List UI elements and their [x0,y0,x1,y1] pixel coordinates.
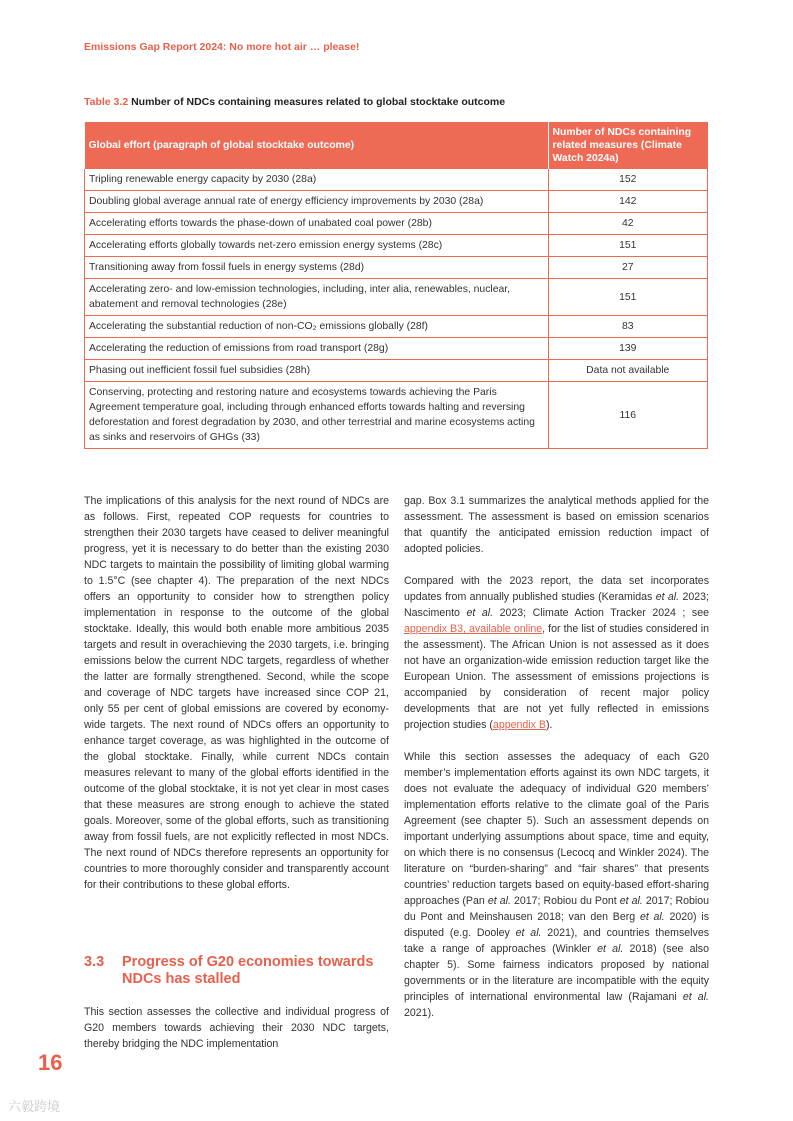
table-caption-text: Number of NDCs containing measures related to global stocktake outcome [131,96,506,108]
effort-cell: Transitioning away from fossil fuels in energy systems (28d) [85,257,549,279]
body-paragraph: gap. Box 3.1 summarizes the analytical methods applied for the assessment. The assessment is based on emission scenarios that quantify the anticipated emission reduction impact of adopted policies. [404,495,709,555]
table-row [85,235,708,257]
value-cell: 151 [548,279,708,316]
table-row [85,213,708,235]
page-number: 16 [38,1050,63,1075]
effort-cell: Accelerating the substantial reduction of non-CO₂ emissions globally (28f) [85,316,549,338]
table-row [85,257,708,279]
value-cell: 83 [548,316,708,338]
right-column [404,493,709,1037]
section-intro-paragraph: This section assesses the collective and individual progress of G20 members towards achieving their 2030 NDC targets, thereby bridging the NDC implementation [84,1006,389,1050]
effort-cell: Accelerating efforts towards the phase-down of unabated coal power (28b) [85,213,549,235]
table-row [85,382,708,449]
table-row [85,169,708,191]
header-global-effort: Global effort (paragraph of global stocktake outcome) [85,122,549,169]
effort-cell: Accelerating efforts globally towards net-zero emission energy systems (28c) [85,235,549,257]
table-row [85,316,708,338]
table-row [85,279,708,316]
value-cell: 151 [548,235,708,257]
value-cell: 142 [548,191,708,213]
table-header-row [85,122,708,169]
body-paragraph: Compared with the 2023 report, the data set incorporates updates from annually published studies (Keramidas et al. 2023; Nascimento et al. 2023; Climate Action Tracker 2024 ; see appendix B3, available online, for the list of studies considered in the assessment). The African Union is not assessed as it does not have an organization-wide emission reduction target like the European Union. The assessment of emissions projections is accompanied by consideration of recent major policy developments that are not yet fully reflected in emissions projection studies (appendix B). [404,575,709,731]
body-paragraph: The implications of this analysis for the next round of NDCs are as follows. First, repeated COP requests for countries to strengthen their 2030 targets have ceased to deliver meaningful progress, yet it is necessary to do better than the existing 2030 NDC targets to maintain the possibility of limiting global warming to 1.5°C (see chapter 4). The preparation of the next NDCs offers an opportunity to consider how to strengthen policy implementation in response to the outcome of the global stocktake. Ideally, this would both enable more ambitious 2035 targets and result in overachieving the 2030 targets, i.e. bringing emissions below the current NDC targets, regardless of whether the latter are formally strengthened. Second, while the scope and coverage of NDC targets have increased since COP 21, only 55 per cent of global emissions are covered by economy-wide targets. The next round of NDCs offers an opportunity to enhance target coverage, as was highlighted in the outcome of the global stocktake. Finally, while current NDCs contain measures relevant to many of the global efforts identified in the outcome of the global stocktake, it is not yet clear in most cases that these measures are strong enough to achieve the stated goals. Moreover, some of the global efforts, such as transitioning away from fossil fuels, are not explicitly reflected in most NDCs. The next round of NDCs therefore represents an opportunity for countries to more thoroughly consider and transparently account for their contributions to these global efforts. [84,495,389,891]
header-ndc-count: Number of NDCs containing related measures (Climate Watch 2024a) [548,122,708,169]
value-cell: 27 [548,257,708,279]
table-row [85,338,708,360]
ndc-measures-table [84,122,708,449]
value-cell: Data not available [548,360,708,382]
effort-cell: Accelerating the reduction of emissions from road transport (28g) [85,338,549,360]
appendix-b3-link[interactable]: appendix B3, available online [404,623,543,635]
section-heading [84,954,389,988]
value-cell: 42 [548,213,708,235]
appendix-b-link[interactable]: appendix B [492,719,546,731]
value-cell: 139 [548,338,708,360]
value-cell: 152 [548,169,708,191]
table-row [85,191,708,213]
effort-cell: Accelerating zero- and low-emission technologies, including, inter alia, renewables, nuclear, abatement and removal technologies (28e) [85,279,549,316]
table-row [85,360,708,382]
table-caption [84,96,505,108]
effort-cell: Tripling renewable energy capacity by 2030 (28a) [85,169,549,191]
effort-cell: Phasing out inefficient fossil fuel subsidies (28h) [85,360,549,382]
body-paragraph: While this section assesses the adequacy of each G20 member’s implementation efforts against its own NDC targets, it does not evaluate the adequacy of individual G20 members’ implementation efforts relative to the climate goal of the Paris Agreement (see chapter 5). Such an assessment depends on important underlying assumptions about space, time and equity, on which there is no consensus (Lecocq and Winkler 2024). The literature on “burden-sharing” and “fair shares” that presents countries’ reduction targets based on equity-based effort-sharing approaches (Pan et al. 2017; Robiou du Pont et al. 2017; Robiou du Pont and Meinshausen 2018; van den Berg et al. 2020) is disputed (e.g. Dooley et al. 2021), and countries themselves take a range of approaches (Winkler et al. 2018) (see also chapter 5). Some fairness indicators proposed by national governments or in the literature are incompatible with the equity principles of international environmental law (Rajamani et al. 2021). [404,751,710,1019]
value-cell: 116 [548,382,708,449]
section-title-line1: Progress of G20 economies towards [122,954,374,970]
watermark-text: 六毅跨境 [8,1099,61,1114]
section-number: 3.3 [84,954,105,970]
effort-cell: Conserving, protecting and restoring nature and ecosystems towards achieving the Paris Agreement temperature goal, including through enhanced efforts towards halting and reversing deforestation and forest degradation by 2030, and other terrestrial and marine ecosystems acting as sinks and reservoirs of GHGs (33) [85,382,549,449]
effort-cell: Doubling global average annual rate of energy efficiency improvements by 2030 (28a) [85,191,549,213]
left-column [84,493,389,909]
section-title-line2: NDCs has stalled [122,971,241,987]
table-label: Table 3.2 [84,96,129,108]
running-head: Emissions Gap Report 2024: No more hot air … please! [84,41,360,53]
